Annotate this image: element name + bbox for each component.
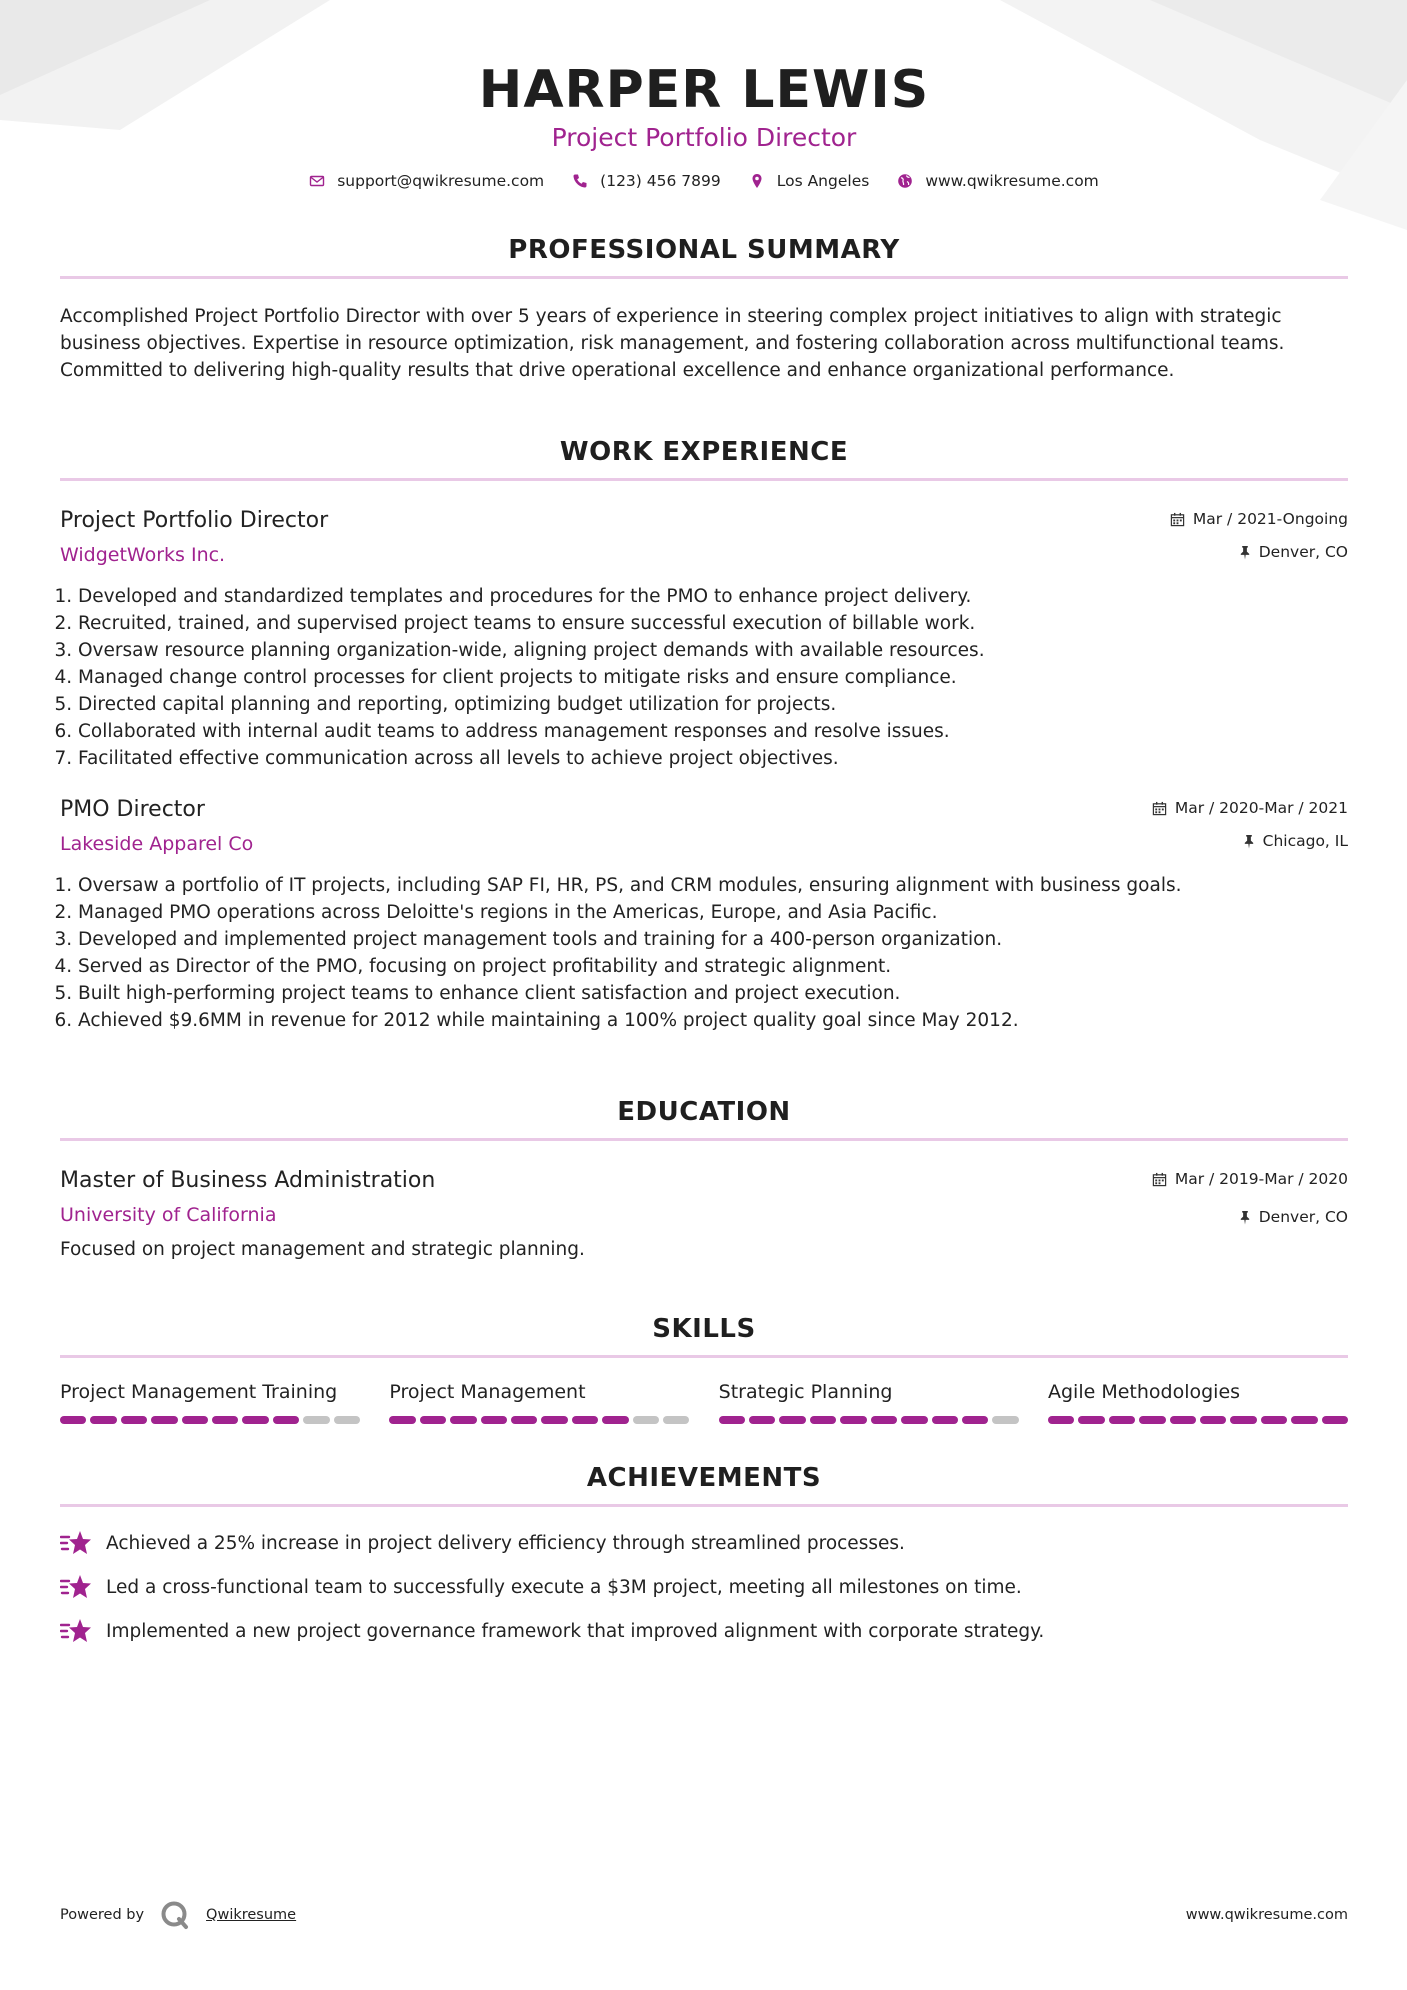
phone-icon [572, 173, 588, 189]
skill-level-segment [1261, 1416, 1287, 1424]
education-description: Focused on project management and strategic planning. [60, 1239, 585, 1260]
list-item: 1. Oversaw a portfolio of IT projects, including SAP FI, HR, PS, and CRM modules, ensuring alignment with business goals. [78, 872, 1348, 899]
skills-section [60, 1313, 1348, 1424]
achievement-item [60, 1609, 1348, 1653]
skill-level-segment [303, 1416, 329, 1424]
skill-level-segment [389, 1416, 415, 1424]
list-item: 6. Achieved $9.6MM in revenue for 2012 while maintaining a 100% project quality goal since May 2012. [78, 1007, 1348, 1034]
list-item: 1. Developed and standardized templates and procedures for the PMO to enhance project delivery. [78, 583, 1348, 610]
powered-by-label: Powered by [60, 1907, 145, 1923]
map-pin-icon [749, 173, 765, 189]
list-item: 4. Managed change control processes for client projects to mitigate risks and ensure compliance. [78, 664, 1348, 691]
skill-level-segment [182, 1416, 208, 1424]
list-item: 5. Directed capital planning and reporting, optimizing budget utilization for projects. [78, 691, 1348, 718]
skill-level-segment [602, 1416, 628, 1424]
education-location [1152, 1205, 1348, 1229]
job-dates-text: Mar / 2020-Mar / 2021 [1174, 799, 1348, 817]
page-footer [60, 1900, 1348, 1930]
resume-header [60, 0, 1348, 190]
skill-level-segment [334, 1416, 360, 1424]
candidate-name: HARPER LEWIS [478, 60, 930, 120]
job-meta [1170, 507, 1348, 564]
skill-level-segment [273, 1416, 299, 1424]
brand-link[interactable]: Qwikresume [206, 1907, 297, 1923]
skills-list [60, 1380, 1348, 1424]
skill-item [389, 1380, 689, 1424]
contact-row [60, 172, 1348, 190]
skill-level-segment [779, 1416, 805, 1424]
job-location [1152, 829, 1348, 853]
skill-item [1048, 1380, 1348, 1424]
summary-text: Accomplished Project Portfolio Director with over 5 years of experience in steering complex project initiatives to align with strategic business objectives. Expertise in resource optimization, risk management, and fostering collaboration across multifunctional teams. Committed to delivering high-quality results that drive operational excellence and enhance organizational performance. [60, 306, 1285, 381]
contact-website[interactable] [897, 172, 1098, 190]
skill-name: Strategic Planning [718, 1381, 893, 1403]
achievement-item [60, 1565, 1348, 1609]
education-meta [1152, 1167, 1348, 1229]
skill-level-segment [481, 1416, 507, 1424]
contact-website-text: www.qwikresume.com [925, 172, 1099, 190]
job-dates-text: Mar / 2021-Ongoing [1192, 510, 1348, 528]
section-divider [60, 276, 1348, 279]
skill-level-segment [962, 1416, 988, 1424]
list-item: 7. Facilitated effective communication across all levels to achieve project objectives. [78, 745, 1348, 772]
pushpin-icon [1239, 1210, 1251, 1225]
section-divider [60, 1355, 1348, 1358]
list-item: 2. Recruited, trained, and supervised project teams to ensure successful execution of billable work. [78, 610, 1348, 637]
contact-phone[interactable] [572, 172, 721, 190]
list-item: 5. Built high-performing project teams to enhance client satisfaction and project execution. [78, 980, 1348, 1007]
job-entry [60, 796, 1348, 1034]
skill-level-segment [541, 1416, 567, 1424]
contact-email-text: support@qwikresume.com [337, 172, 545, 190]
education-section [60, 1096, 1348, 1263]
list-item: 6. Collaborated with internal audit teams to address management responses and resolve issues. [78, 718, 1348, 745]
pushpin-icon [1239, 545, 1251, 560]
skill-level-bar [60, 1416, 360, 1424]
section-divider [60, 1138, 1348, 1141]
shooting-star-icon [60, 1573, 92, 1601]
footer-website[interactable]: www.qwikresume.com [1185, 1907, 1348, 1923]
achievements-list [60, 1521, 1348, 1653]
skill-level-segment [901, 1416, 927, 1424]
skill-level-segment [572, 1416, 598, 1424]
skill-level-segment [151, 1416, 177, 1424]
skill-level-segment [212, 1416, 238, 1424]
achievements-section [60, 1462, 1348, 1653]
skills-heading: SKILLS [652, 1314, 756, 1344]
skill-level-segment [1291, 1416, 1317, 1424]
skill-item [60, 1380, 360, 1424]
education-location-text: Denver, CO [1258, 1208, 1348, 1226]
skill-level-bar [389, 1416, 689, 1424]
summary-heading: PROFESSIONAL SUMMARY [508, 235, 900, 265]
summary-section [60, 234, 1348, 384]
job-title: PMO Director [60, 797, 205, 822]
contact-location [749, 172, 870, 190]
achievement-text: Led a cross-functional team to successfully execute a $3M project, meeting all milestones on time. [106, 1576, 1022, 1598]
skill-level-segment [633, 1416, 659, 1424]
skill-level-segment [121, 1416, 147, 1424]
skill-level-segment [719, 1416, 745, 1424]
achievement-text: Achieved a 25% increase in project delivery efficiency through streamlined processes. [106, 1532, 905, 1554]
school-name: University of California [60, 1204, 277, 1226]
job-dates [1152, 796, 1348, 820]
list-item: 4. Served as Director of the PMO, focusing on project profitability and strategic alignment. [78, 953, 1348, 980]
skill-level-bar [719, 1416, 1019, 1424]
skill-level-segment [871, 1416, 897, 1424]
calendar-icon [1152, 801, 1167, 816]
skill-level-segment [90, 1416, 116, 1424]
skill-level-segment [1322, 1416, 1348, 1424]
list-item: 3. Developed and implemented project management tools and training for a 400-person organization. [78, 926, 1348, 953]
skill-level-segment [1078, 1416, 1104, 1424]
section-divider [60, 1504, 1348, 1507]
job-location [1170, 540, 1348, 564]
achievements-heading: ACHIEVEMENTS [586, 1463, 822, 1493]
powered-by [60, 1900, 296, 1930]
resume-page [60, 0, 1348, 1653]
education-dates [1152, 1167, 1348, 1191]
skill-level-segment [992, 1416, 1018, 1424]
list-item: 3. Oversaw resource planning organization-wide, aligning project demands with available resources. [78, 637, 1348, 664]
pushpin-icon [1243, 834, 1255, 849]
globe-icon [897, 173, 913, 189]
job-company: Lakeside Apparel Co [60, 833, 254, 855]
job-location-text: Denver, CO [1258, 543, 1348, 561]
achievement-text: Implemented a new project governance framework that improved alignment with corporate strategy. [106, 1620, 1045, 1642]
degree-title: Master of Business Administration [60, 1168, 436, 1193]
skill-name: Project Management [389, 1381, 586, 1403]
shooting-star-icon [60, 1529, 92, 1557]
candidate-title: Project Portfolio Director [551, 123, 857, 152]
skill-level-segment [450, 1416, 476, 1424]
shooting-star-icon [60, 1617, 92, 1645]
contact-phone-text: (123) 456 7899 [600, 172, 721, 190]
calendar-icon [1152, 1172, 1167, 1187]
skill-level-segment [932, 1416, 958, 1424]
job-meta [1152, 796, 1348, 853]
job-location-text: Chicago, IL [1262, 832, 1348, 850]
skill-level-segment [810, 1416, 836, 1424]
job-entry [60, 507, 1348, 772]
skill-level-segment [420, 1416, 446, 1424]
contact-email[interactable] [309, 172, 544, 190]
skill-level-segment [60, 1416, 86, 1424]
skill-level-segment [1170, 1416, 1196, 1424]
skill-level-segment [1139, 1416, 1165, 1424]
section-divider [60, 478, 1348, 481]
job-bullets [60, 583, 1348, 772]
contact-location-text: Los Angeles [776, 172, 870, 190]
skill-level-segment [1109, 1416, 1135, 1424]
skill-name: Project Management Training [60, 1381, 338, 1403]
job-bullets [60, 872, 1348, 1034]
list-item: 2. Managed PMO operations across Deloitte's regions in the Americas, Europe, and Asia Pacific. [78, 899, 1348, 926]
envelope-icon [309, 173, 325, 189]
job-title: Project Portfolio Director [60, 508, 329, 533]
achievement-item [60, 1521, 1348, 1565]
skill-level-segment [1048, 1416, 1074, 1424]
education-dates-text: Mar / 2019-Mar / 2020 [1174, 1170, 1348, 1188]
calendar-icon [1170, 512, 1185, 527]
experience-section [60, 436, 1348, 1034]
job-dates [1170, 507, 1348, 531]
skill-level-segment [749, 1416, 775, 1424]
skill-level-segment [663, 1416, 689, 1424]
skill-level-segment [511, 1416, 537, 1424]
experience-heading: WORK EXPERIENCE [559, 437, 849, 467]
skill-level-segment [1200, 1416, 1226, 1424]
skill-level-segment [840, 1416, 866, 1424]
skill-level-segment [1230, 1416, 1256, 1424]
qwikresume-logo-icon [160, 1900, 190, 1930]
skill-level-segment [242, 1416, 268, 1424]
skill-level-bar [1048, 1416, 1348, 1424]
education-entry [60, 1167, 1348, 1263]
skill-item [719, 1380, 1019, 1424]
job-company: WidgetWorks Inc. [60, 544, 226, 566]
education-heading: EDUCATION [617, 1097, 791, 1127]
skill-name: Agile Methodologies [1047, 1381, 1241, 1403]
